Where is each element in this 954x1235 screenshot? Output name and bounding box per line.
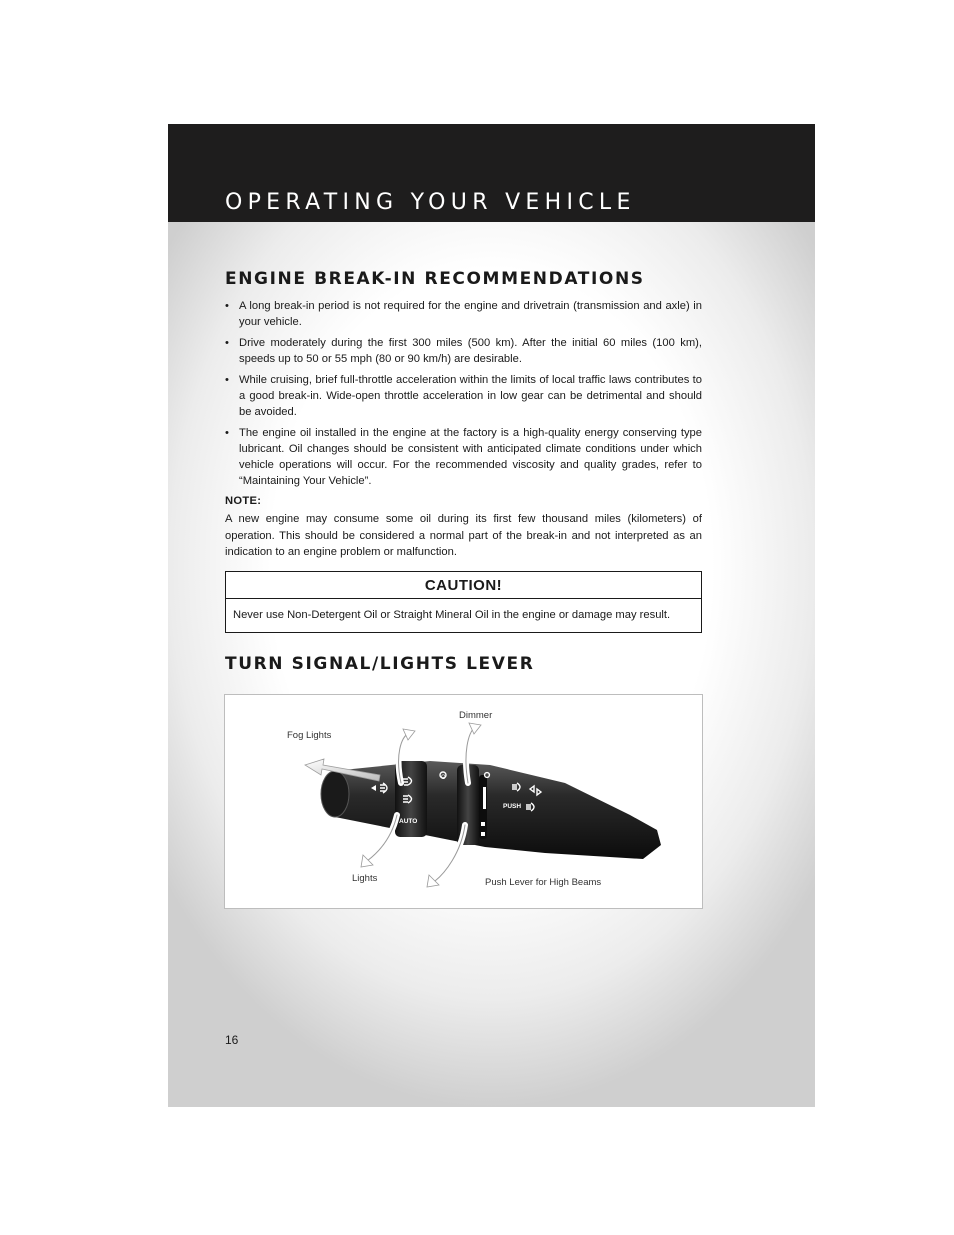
caution-text: Never use Non-Detergent Oil or Straight Mineral Oil in the engine or damage may result. <box>233 609 671 621</box>
lever-off-text: O <box>441 775 446 781</box>
engine-breakin-heading: ENGINE BREAK-IN RECOMMENDATIONS <box>225 269 645 289</box>
label-lights: Lights <box>352 873 378 884</box>
section-banner <box>168 124 815 222</box>
lever-illustration <box>225 695 702 908</box>
lever-push-text: PUSH <box>503 803 522 810</box>
section-title: OPERATING YOUR VEHICLE <box>225 190 636 215</box>
manual-page <box>168 124 815 1107</box>
note-text: A new engine may consume some oil during its first few thousand miles (kilometers) of operation. This should be considered a normal part of the break-in and not interpreted as an indication to an engine problem or malfunction. <box>225 513 702 558</box>
caution-title: CAUTION! <box>226 572 701 599</box>
list-item: • The engine oil installed in the engine at the factory is a high-quality energy conserving type lubricant. Oil changes should be consistent with anticipated climate conditions under which vehicle operations will occur. For the recommended viscosity and quality grades, refer to “Maintaining Your Vehicle”. <box>225 427 702 487</box>
caution-box <box>225 571 702 633</box>
page-number: 16 <box>225 1033 239 1047</box>
lever-end-cap <box>321 771 349 817</box>
turn-signal-heading: TURN SIGNAL/LIGHTS LEVER <box>225 654 535 674</box>
turn-signal-lever-figure <box>224 694 703 909</box>
lever-auto-text: AUTO <box>399 818 418 825</box>
list-item: • While cruising, brief full-throttle acceleration within the limits of local traffic laws contributes to a good break-in. Wide-open throttle acceleration in low gear can be detrimental and should be avoided. <box>225 374 702 418</box>
label-dimmer: Dimmer <box>459 710 493 721</box>
indicator-mark <box>483 787 486 809</box>
label-fog-lights: Fog Lights <box>287 730 332 741</box>
note-label: NOTE: <box>225 495 262 507</box>
list-item: • Drive moderately during the first 300 miles (500 km). After the initial 60 miles (100 km), speeds up to 50 or 55 mph (80 or 90 km/h) are desirable. <box>225 337 702 365</box>
engine-breakin-list <box>225 298 702 494</box>
label-push-lever: Push Lever for High Beams <box>485 877 602 888</box>
list-item: • A long break-in period is not required for the engine and drivetrain (transmission and axle) in your vehicle. <box>225 300 702 328</box>
